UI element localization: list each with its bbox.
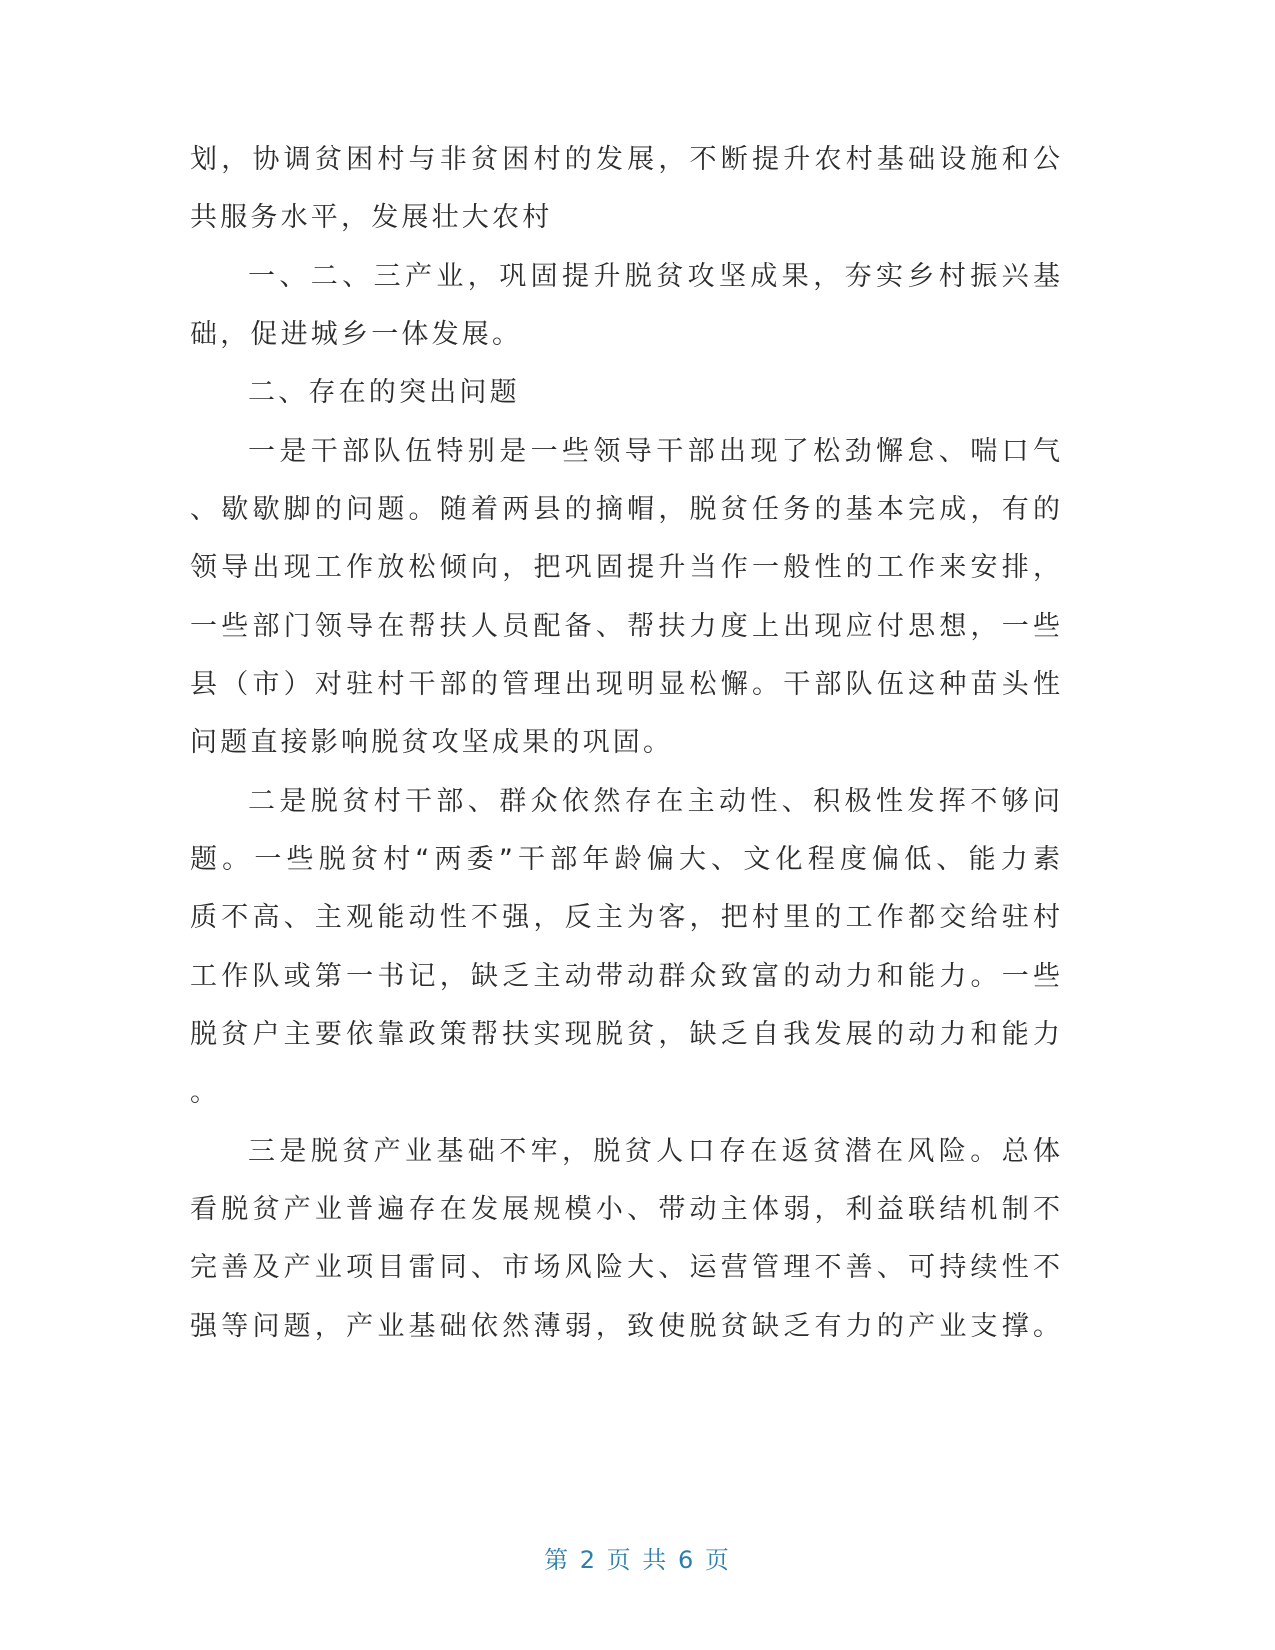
text-line: 领导出现工作放松倾向，把巩固提升当作一般性的工作来安排， [190, 552, 1060, 583]
text-line: 强等问题，产业基础依然薄弱，致使脱贫缺乏有力的产业支撑。 [190, 1311, 1060, 1342]
text-line: 看脱贫产业普遍存在发展规模小、带动主体弱，利益联结机制不 [190, 1194, 1060, 1225]
text-line: 一是干部队伍特别是一些领导干部出现了松劲懈怠、喘口气 [248, 436, 1060, 467]
text-line: 完善及产业项目雷同、市场风险大、运营管理不善、可持续性不 [190, 1252, 1060, 1283]
text-line: 县（市）对驻村干部的管理出现明显松懈。干部队伍这种苗头性 [190, 669, 1060, 700]
text-line: 划，协调贫困村与非贫困村的发展，不断提升农村基础设施和公 [190, 144, 1060, 175]
text-line: 脱贫户主要依靠政策帮扶实现脱贫，缺乏自我发展的动力和能力 [190, 1019, 1060, 1050]
text-line: 、歇歇脚的问题。随着两县的摘帽，脱贫任务的基本完成，有的 [190, 494, 1060, 525]
text-line: 础，促进城乡一体发展。 [190, 319, 523, 350]
text-line: 题。一些脱贫村“两委”干部年龄偏大、文化程度偏低、能力素 [190, 844, 1060, 875]
text-line: 三是脱贫产业基础不牢，脱贫人口存在返贫潜在风险。总体 [248, 1136, 1060, 1167]
text-line: 工作队或第一书记，缺乏主动带动群众致富的动力和能力。一些 [190, 961, 1060, 992]
text-line: 一些部门领导在帮扶人员配备、帮扶力度上出现应付思想，一些 [190, 611, 1060, 642]
text-line: 问题直接影响脱贫攻坚成果的巩固。 [190, 727, 674, 758]
text-line: 共服务水平，发展壮大农村 [190, 202, 553, 233]
section-heading: 二、存在的突出问题 [248, 377, 520, 408]
text-line: 。 [190, 1077, 221, 1108]
page-footer: 第 2 页 共 6 页 [544, 1546, 731, 1574]
text-line: 质不高、主观能动性不强，反主为客，把村里的工作都交给驻村 [190, 902, 1060, 933]
text-line: 二是脱贫村干部、群众依然存在主动性、积极性发挥不够问 [248, 786, 1060, 817]
text-line: 一、二、三产业，巩固提升脱贫攻坚成果，夯实乡村振兴基 [248, 261, 1060, 292]
